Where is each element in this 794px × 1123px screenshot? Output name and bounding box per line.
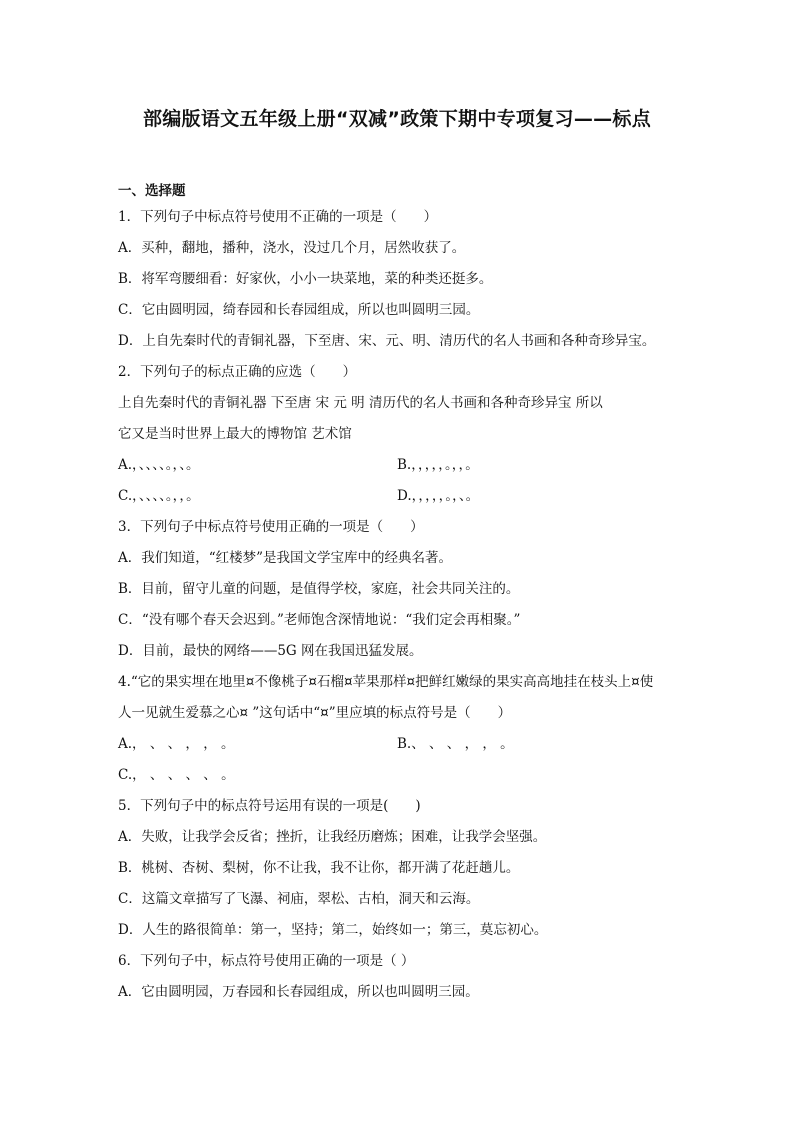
question-4-option-a: A.， 、 、 ， ， 。 — [118, 736, 235, 752]
question-4-options-row-1 — [118, 733, 688, 764]
question-1-option-a: A．买种，翻地，播种，浇水，没过几个月，居然收获了。 — [118, 240, 466, 256]
question-list — [118, 180, 688, 1012]
question-3-option-d: D．目前，最快的网络——5G 网在我国迅猛发展。 — [118, 643, 423, 659]
question-1-option-d: D．上自先秦时代的青铜礼器，下至唐、宋、元、明、清历代的名人书画和各种奇珍异宝。 — [118, 333, 656, 349]
question-2-stem: 2．下列句子的标点正确的应选（ ） — [118, 364, 357, 380]
question-4-stem-line-1: 4.“它的果实埋在地里¤不像桃子¤石榴¤苹果那样¤把鲜红嫩绿的果实高高地挂在枝头上¤使 — [118, 674, 654, 690]
question-2-options-row-1 — [118, 454, 688, 485]
question-2-option-b: B.，，，，，。，，。 — [397, 457, 479, 473]
section-heading: 一、选择题 — [118, 183, 186, 199]
question-2-option-d: D.，，，，，。，、。 — [397, 488, 480, 504]
question-4-stem-line-2: 人一见就生爱慕之心¤ ”这句话中“¤”里应填的标点符号是（ ） — [118, 705, 512, 721]
question-3-option-c: C．“没有哪个春天会迟到。”老师饱含深情地说：“我们定会再相聚。” — [118, 612, 521, 628]
question-5-option-d: D．人生的路很简单：第一，坚持；第二，始终如一；第三，莫忘初心。 — [118, 922, 548, 938]
question-2-options-row-2 — [118, 485, 688, 516]
question-2-body-line-1: 上自先秦时代的青铜礼器 下至唐 宋 元 明 清历代的名人书画和各种奇珍异宝 所以 — [118, 395, 603, 411]
question-2-option-a: A.，、、、、。，、。 — [118, 457, 200, 473]
question-1-option-c: C．它由圆明园，绮春园和长春园组成，所以也叫圆明三园。 — [118, 302, 480, 318]
question-6-option-a: A．它由圆明园，万春园和长春园组成，所以也叫圆明三园。 — [118, 984, 479, 1000]
question-2-body-line-2: 它又是当时世界上最大的博物馆 艺术馆 — [118, 426, 352, 442]
question-6-stem: 6．下列句子中，标点符号使用正确的一项是（ ） — [118, 953, 415, 969]
question-5-option-a: A．失败，让我学会反省；挫折，让我经历磨炼；困难，让我学会坚强。 — [118, 829, 547, 845]
question-1-option-b: B．将军弯腰细看：好家伙，小小一块菜地，菜的种类还挺多。 — [118, 271, 493, 287]
question-4-option-b: B.、 、 、 ， ， 。 — [397, 736, 514, 752]
question-1-stem: 1．下列句子中标点符号使用不正确的一项是（ ） — [118, 209, 438, 225]
question-3-option-a: A．我们知道，“红楼梦”是我国文学宝库中的经典名著。 — [118, 550, 453, 566]
question-5-option-c: C．这篇文章描写了飞瀑、祠庙，翠松、古柏，洞天和云海。 — [118, 891, 480, 907]
question-4-option-c: C.， 、 、 、 、 。 — [118, 767, 235, 783]
question-2-option-c: C.，、、、、。，，。 — [118, 488, 200, 504]
question-3-stem: 3．下列句子中标点符号使用正确的一项是（ ） — [118, 519, 424, 535]
question-5-stem: 5．下列句子中的标点符号运用有误的一项是( ) — [118, 798, 421, 814]
question-3-option-b: B．目前，留守儿童的问题，是值得学校，家庭，社会共同关注的。 — [118, 581, 520, 597]
question-5-option-b: B．桃树、杏树、梨树，你不让我，我不让你，都开满了花赶趟儿。 — [118, 860, 520, 876]
document-title: 部编版语文五年级上册“双减”政策下期中专项复习——标点 — [142, 108, 652, 130]
